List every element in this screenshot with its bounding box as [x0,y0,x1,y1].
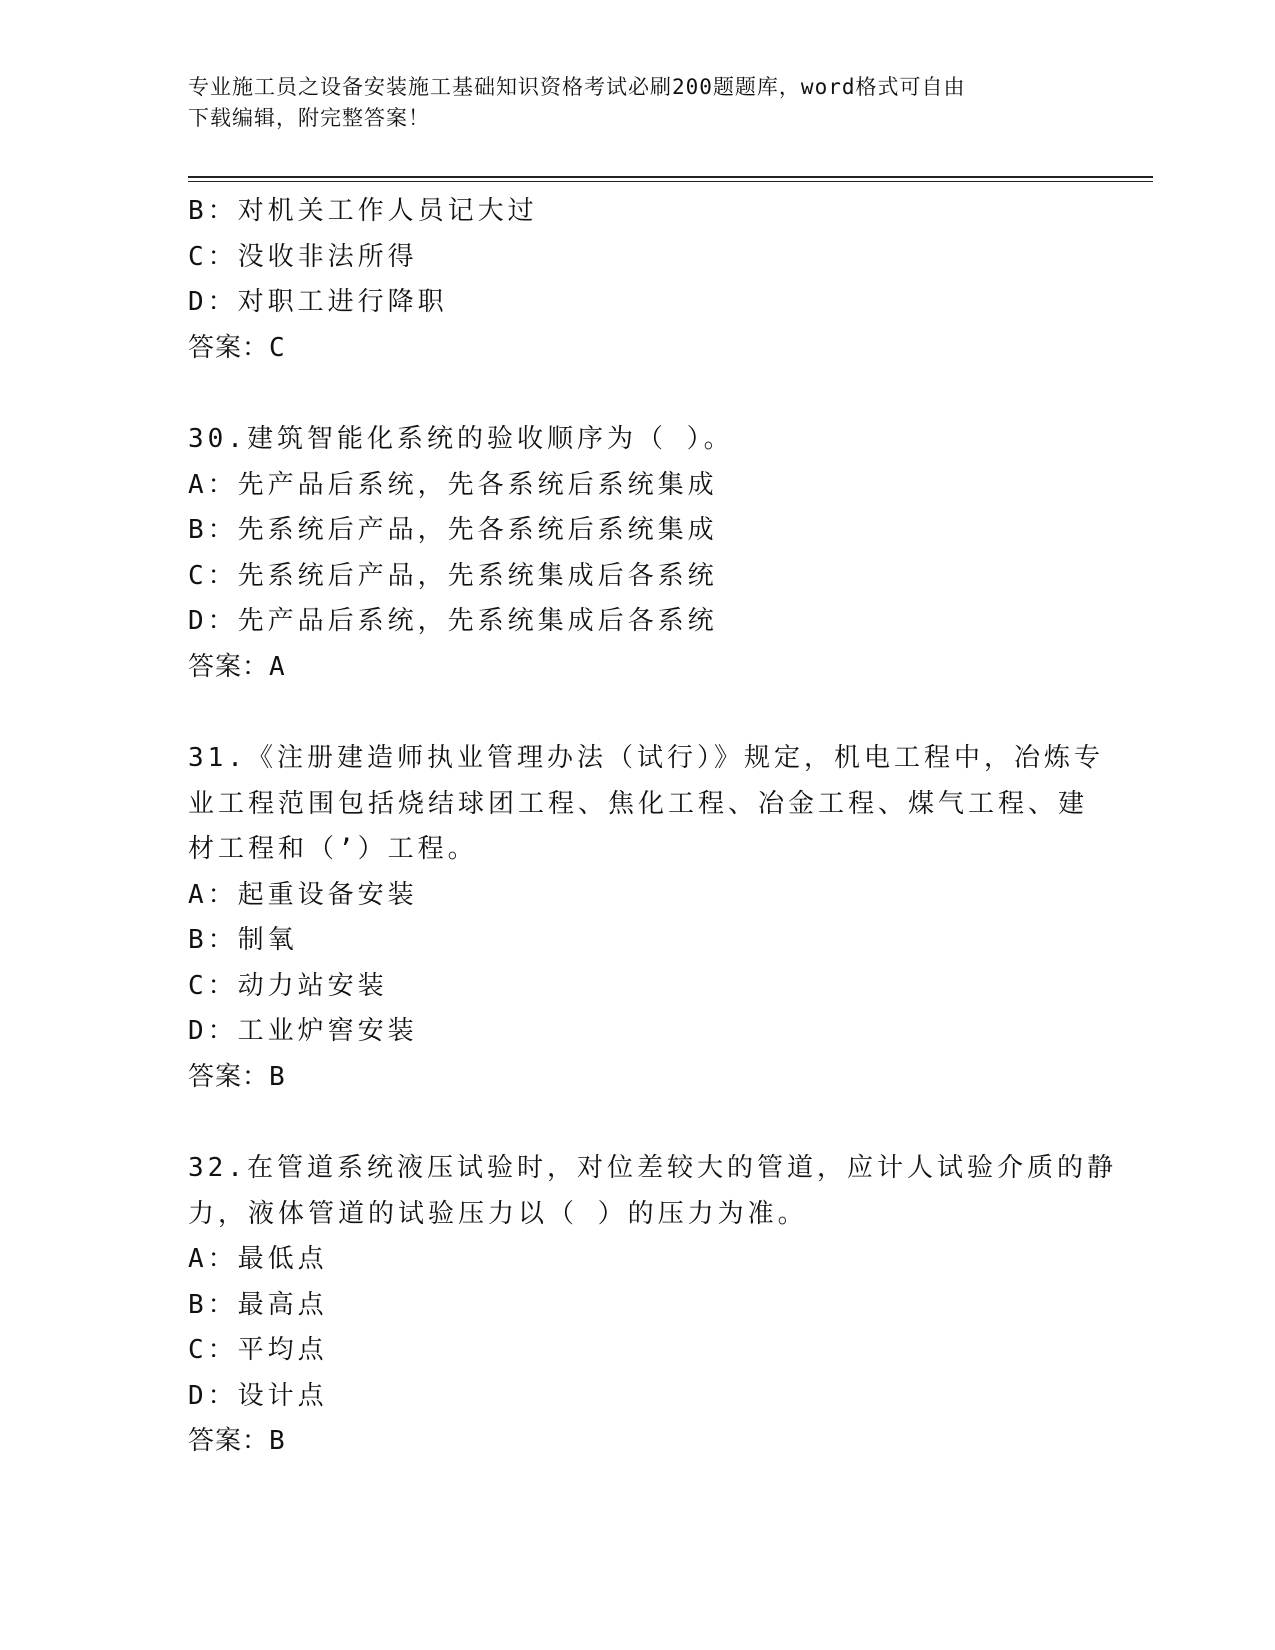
option-d: D：设计点 [188,1380,328,1411]
option-a: A：先产品后系统，先各系统后系统集成 [188,469,718,500]
answer: 答案：B [188,1426,286,1456]
option-b: B：制氧 [188,925,298,955]
option-c: C：先系统后产品，先系统集成后各系统 [188,560,718,591]
question-32 [188,1146,1117,1465]
option-c: C：动力站安装 [188,970,388,1001]
option-b: B：最高点 [188,1289,328,1320]
question-text-line-1: 31.《注册建造师执业管理办法（试行）》规定，机电工程中，冶炼专 [188,743,1104,773]
option-c: C：平均点 [188,1335,328,1365]
page-header [188,72,1068,134]
option-c: C：没收非法所得 [188,241,418,272]
question-text: 30.建筑智能化系统的验收顺序为（ ）。 [188,424,734,454]
option-a: A：最低点 [188,1244,328,1274]
answer: 答案：C [188,332,286,363]
header-line-1: 专业施工员之设备安装施工基础知识资格考试必刷200题题库，word格式可自由 [188,75,966,99]
header-line-2: 下载编辑，附完整答案！ [188,106,430,130]
option-d: D：先产品后系统，先系统集成后各系统 [188,606,718,636]
question-text-line-1: 32.在管道系统液压试验时，对位差较大的管道，应计人试验介质的静 [188,1153,1117,1183]
question-list [188,189,1117,1465]
question-29 [188,189,1088,371]
question-text-line-2: 力，液体管道的试验压力以（ ）的压力为准。 [188,1198,808,1229]
question-text-line-3: 材工程和（’）工程。 [188,834,478,864]
header-divider-thin [188,181,1153,182]
option-d: D：对职工进行降职 [188,287,448,317]
option-b: B：对机关工作人员记大过 [188,196,538,226]
option-d: D：工业炉窖安装 [188,1016,418,1046]
header-divider [188,176,1153,178]
option-a: A：起重设备安装 [188,879,418,910]
option-b: B：先系统后产品，先各系统后系统集成 [188,515,718,545]
question-31 [188,736,1104,1100]
answer: 答案：B [188,1061,286,1092]
question-30 [188,417,1088,690]
question-text-line-2: 业工程范围包括烧结球团工程、焦化工程、冶金工程、煤气工程、建 [188,788,1089,819]
answer: 答案：A [188,651,286,682]
